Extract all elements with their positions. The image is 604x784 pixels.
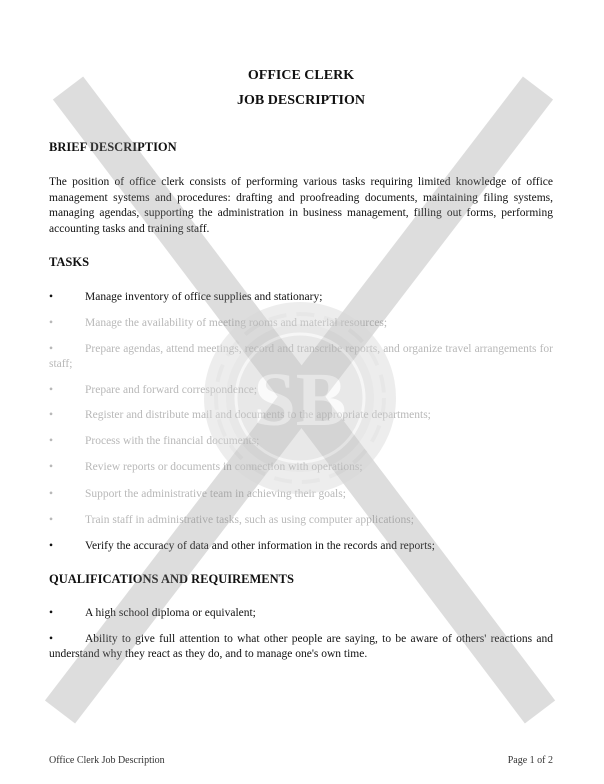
bullet-icon: • bbox=[49, 633, 54, 645]
tasks-heading: TASKS bbox=[49, 255, 90, 269]
qualification-item: • Ability to give full attention to what other people are saying, to be aware of others' reactions and understand why they react as they do, and to manage one's own time. bbox=[49, 633, 553, 660]
bullet-icon: • bbox=[49, 409, 54, 421]
task-item: • Manage inventory of office supplies and stationary; bbox=[49, 291, 323, 303]
bullet-icon: • bbox=[49, 435, 54, 447]
bullet-icon: • bbox=[49, 540, 54, 552]
brief-description-heading: BRIEF DESCRIPTION bbox=[49, 140, 177, 154]
qualifications-heading: QUALIFICATIONS AND REQUIREMENTS bbox=[49, 572, 294, 586]
seal-logo-text: SB bbox=[253, 358, 347, 442]
document-title: OFFICE CLERK bbox=[247, 68, 355, 83]
task-item: • Verify the accuracy of data and other information in the records and reports; bbox=[49, 540, 435, 552]
bullet-icon: • bbox=[49, 317, 54, 329]
task-item: • Process with the financial documents; bbox=[49, 435, 260, 447]
bullet-icon: • bbox=[49, 488, 54, 500]
bullet-icon: • bbox=[49, 384, 54, 396]
footer-document-name: Office Clerk Job Description bbox=[49, 755, 165, 766]
bullet-icon: • bbox=[49, 461, 54, 473]
task-item: • Register and distribute mail and documents to the appropriate departments; bbox=[49, 409, 431, 421]
qualification-item: • A high school diploma or equivalent; bbox=[49, 607, 256, 619]
bullet-icon: • bbox=[49, 607, 54, 619]
brief-description-text: The position of office clerk consists of performing various tasks requiring limited knowledge of office management systems and procedures: drafting and proofreading documents, maintaining filing systems, managing agendas, supporting the administration in business management, filling out forms, performing accounting tasks and training staff. bbox=[49, 176, 553, 235]
task-item: • Review reports or documents in connection with operations; bbox=[49, 461, 363, 473]
bullet-icon: • bbox=[49, 291, 54, 303]
bullet-icon: • bbox=[49, 514, 54, 526]
document-subtitle: JOB DESCRIPTION bbox=[237, 93, 365, 108]
bullet-icon: • bbox=[49, 343, 54, 355]
task-item: • Support the administrative team in achieving their goals; bbox=[49, 488, 346, 500]
footer-page-number: Page 1 of 2 bbox=[507, 755, 553, 766]
task-item: • Prepare agendas, attend meetings, record and transcribe reports, and organize travel arrangements for staff; bbox=[49, 343, 553, 370]
task-item: • Train staff in administrative tasks, such as using computer applications; bbox=[49, 514, 414, 526]
task-item: • Prepare and forward correspondence; bbox=[49, 384, 258, 396]
task-item: • Manage the availability of meeting rooms and material resources; bbox=[49, 317, 388, 329]
